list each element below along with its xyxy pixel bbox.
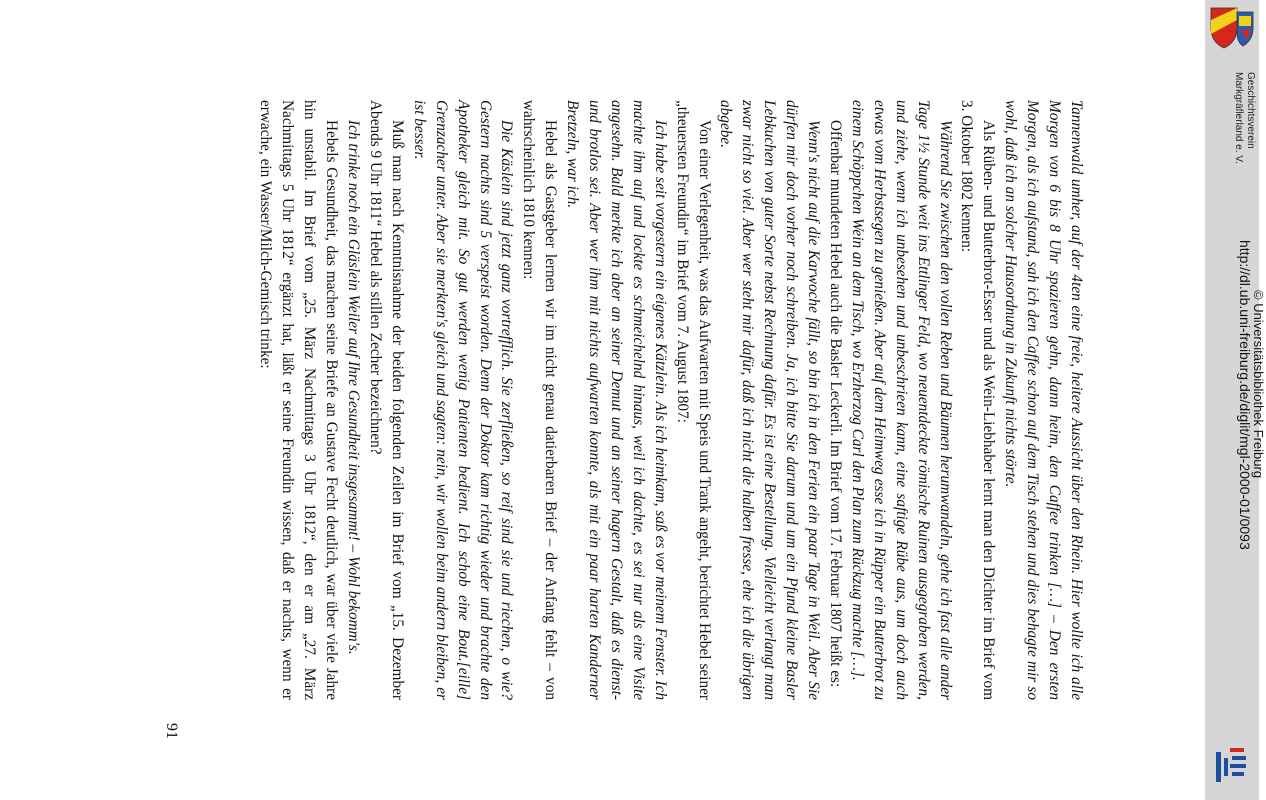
document-url[interactable]: http://dl.ub.uni-freiburg.de/diglit/mgl-2000-01/0093: [1237, 240, 1253, 550]
paragraph: Muß man nach Kenntnisnahme der beiden folgenden Zeilen im Brief vom „15. Dezember Abends 9 Uhr 1811“ Hebel als stillen Zecher bezeichnen?: [367, 100, 406, 700]
paragraph: Die Käslein sind jetzt ganz vortrefflich. Sie zerfließen, so reif sind sie und riechen, o wie? Gestern nachts sind 5 verspeist worden. Denn der Doktor kam richtig wieder und brachte den Apotheker gleich mit. So gut werden wenig Patienten bedient. Ich schob eine Bout.[eille] Grenzacher unter. Aber sie merkten's gleich und sagten: nein, wir wollen beim andern bleiben, er ist besser.: [410, 100, 516, 700]
copyright-notice: © Universitätsbibliothek Freiburg: [1251, 290, 1266, 479]
page-number: 91: [163, 723, 180, 739]
paragraph: Ich habe seit vorgestern ein eigenes Kätzlein. Als ich heimkam, saß es vor meinem Fenster. Ich machte ihm auf und lockte es schmeichelnd hinaus, weil ich dachte, es sei nur als eine Visite angesehn. Bald merkte ich aber an seiner Demut und an seiner hagern Gestalt, daß es dienst- und brotlos sei. Aber wer ihm mit nichts aufwarten konnte, als mit ein paar harten Kanderner Bretzeln, war ich.: [564, 100, 669, 700]
paragraph: Von einer Verlegenheit, was das Aufwarten mit Speis und Trank angeht, berichtet Hebel seiner „theuersten Freundin“ im Brief vom 7. August 1807:: [673, 100, 713, 700]
verein-label: [1228, 72, 1256, 222]
verein-name: Geschichtsverein: [1245, 72, 1256, 149]
page-text-block: [125, 0, 1205, 800]
paragraph: Offenbar mundeten Hebel auch die Basler Leckerli. Im Brief vom 17. Februar 1807 heißt es:: [827, 120, 845, 688]
paragraph: Als Rüben- und Butterbrot-Esser und als Wein-Liebhaber lernt man den Dichter im Brief vom 3. Oktober 1802 kennen:: [958, 100, 998, 700]
paragraph: Ich trinke noch ein Gläslein Weiler auf Ihre Gesundheit insgesammt! – Wohl bekomm's.: [345, 120, 363, 655]
paragraph: Während Sie zwischen den vollen Reben und Bäumen herumwandeln, gehe ich fast alle ander Tage 1½ Stunde weit ins Ettlinger Feld, wo neuentdeckte römische Ruinen ausgegraben werden, und ziehe, wenn ich unbesehen und unbeschrieen kann, eine saftige Rübe aus, um doch auch etwas vom Herbstsegen zu genießen. Aber auf dem Heimweg esse ich in Rüpper ein Butterbrot zu einem Schöppchen Wein an dem Tisch, wo Erzherzog Carl den Plan zum Rückzug machte […].: [848, 100, 954, 700]
paragraph: Wenn's nicht auf die Karwoche fällt, so bin ich in den Ferien ein paar Tage in Weil. Aber Sie dürfen mir doch vorher noch schreiben. Ja, ich bitte Sie darum und um ein Pfund kleine Basler Lebkuchen von guter Sorte nebst Rechnung dafür. Es ist eine Bestellung. Vielleicht verlangt man zwar nicht so viel. Aber wer steht mir dafür, daß ich nicht die halben fresse, ehe ich die übrigen abgebe.: [717, 100, 823, 700]
paragraph: Tannenwald umher, auf der 4ten eine freie, heitere Aussicht über den Rhein. Hier wollte ich alle Morgen von 6 bis 8 Uhr spazieren gehn, dann heim, den Caffee trinken […] – Den ersten Morgen, als ich aufstand, sah ich den Caffee schon auf dem Tisch stehen und dies behagte mir so wohl, daß ich an solcher Hausordnung in Zukunft nichts störte.: [1002, 100, 1085, 700]
verein-region: Markgräflerland e. V.: [1233, 72, 1244, 164]
body-text: [255, 100, 1087, 700]
paragraph: Hebels Gesundheit, das machen seine Briefe an Gustave Fecht deutlich, war über viele Jahre hin unstabil. Im Brief vom „25. März Nachmittags 3 Uhr 1812“, den er am „27. März Nachmittags 5 Uhr 1812“ ergänzt hat, läßt er seine Freundin wissen, daß er nachts, wenn er erwache, ein Wasser/Milch-Gemisch trinke:: [257, 100, 341, 700]
ub-freiburg-logo-icon: [1214, 746, 1250, 786]
paragraph: Hebel als Gastgeber lernen wir im nicht genau datierbaren Brief – der Anfang fehlt – von wahrscheinlich 1810 kennen:: [520, 100, 560, 700]
coat-of-arms-icon: [1207, 6, 1255, 50]
